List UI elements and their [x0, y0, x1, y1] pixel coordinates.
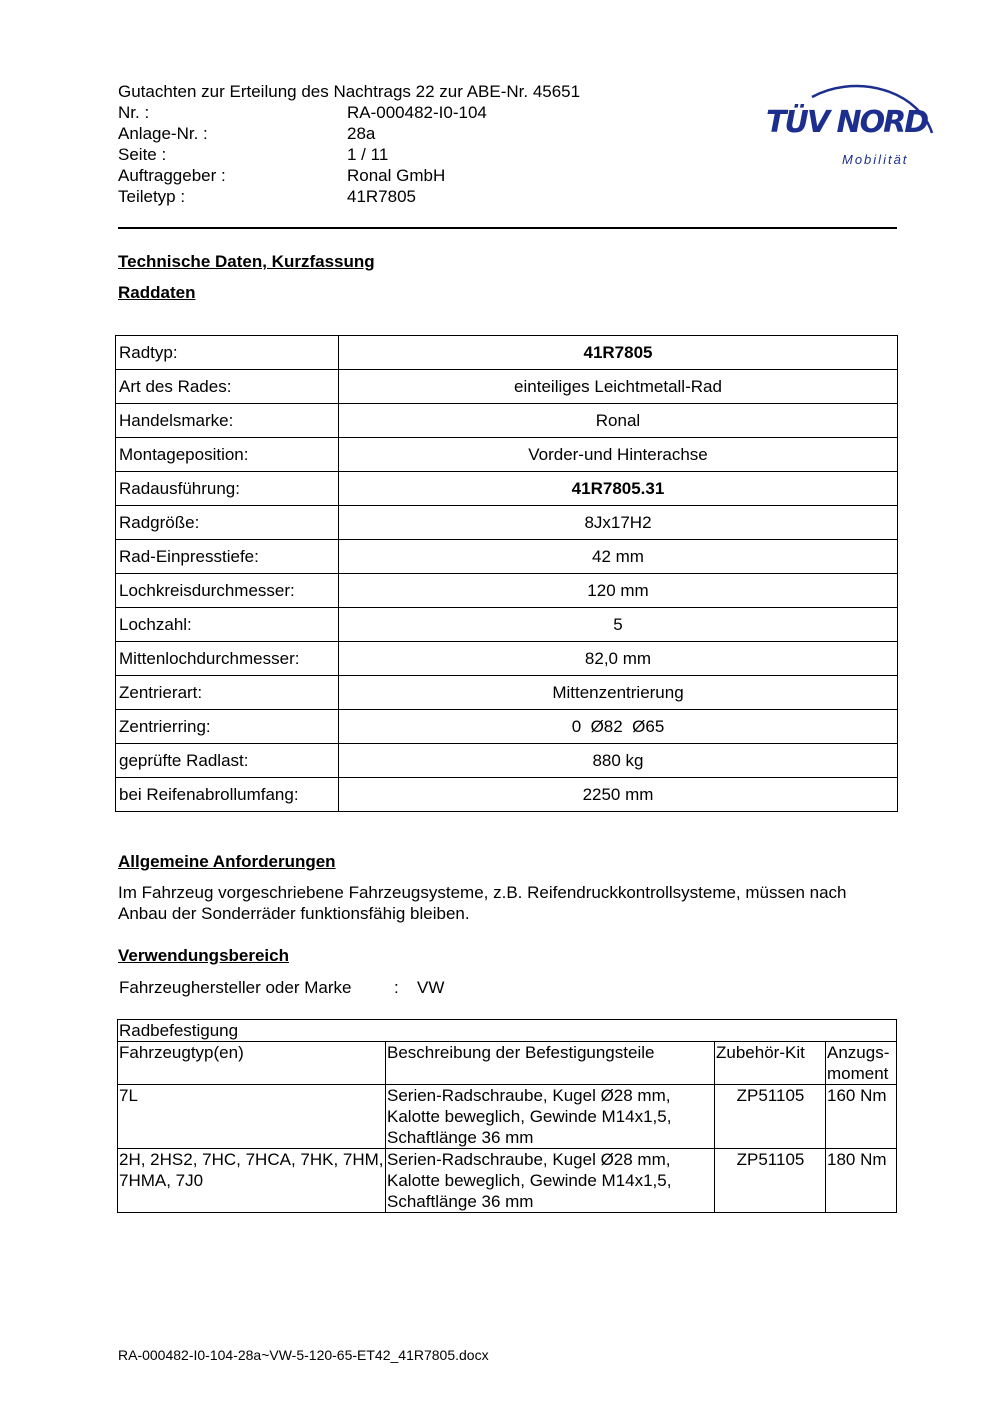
- wheel-key: Rad-Einpresstiefe:: [116, 540, 339, 574]
- table-row: [116, 778, 898, 812]
- header-row-teiletyp: [118, 186, 580, 207]
- table-header-row: [118, 1042, 897, 1085]
- column-header: Anzugs-moment: [826, 1042, 897, 1085]
- table-row: [116, 608, 898, 642]
- wheel-value: 0 Ø82 Ø65: [339, 710, 898, 744]
- column-header: Zubehör-Kit: [715, 1042, 826, 1085]
- wheel-data-table: [115, 335, 898, 812]
- wheel-key: Radausführung:: [116, 472, 339, 506]
- wheel-key: geprüfte Radlast:: [116, 744, 339, 778]
- table-row: [118, 1085, 897, 1149]
- header-label: Teiletyp :: [118, 187, 186, 206]
- wheel-key: Art des Rades:: [116, 370, 339, 404]
- manufacturer-label: Fahrzeughersteller oder Marke: [119, 978, 352, 997]
- table-row: [116, 744, 898, 778]
- description-cell: Serien-Radschraube, Kugel Ø28 mm, Kalotte beweglich, Gewinde M14x1,5, Schaftlänge 36 mm: [386, 1085, 715, 1149]
- header-label: Auftraggeber :: [118, 166, 226, 185]
- table-row: [116, 472, 898, 506]
- requirements-paragraph: Im Fahrzeug vorgeschriebene Fahrzeugsysteme, z.B. Reifendruckkontrollsysteme, müssen nach Anbau der Sonderräder funktionsfähig bleiben.: [118, 883, 847, 923]
- wheel-key: Radgröße:: [116, 506, 339, 540]
- kit-cell: ZP51105: [715, 1149, 826, 1213]
- mounting-table-title: Radbefestigung: [118, 1020, 897, 1042]
- header-label: Anlage-Nr. :: [118, 124, 208, 143]
- wheel-value: 8Jx17H2: [339, 506, 898, 540]
- wheel-value: 82,0 mm: [339, 642, 898, 676]
- section-heading-raddaten: Raddaten: [118, 283, 196, 302]
- section-heading-verwendung: Verwendungsbereich: [118, 946, 289, 965]
- torque-cell: 180 Nm: [826, 1149, 897, 1213]
- section-heading-tech: Technische Daten, Kurzfassung: [118, 252, 375, 271]
- wheel-value: 42 mm: [339, 540, 898, 574]
- table-row: [116, 642, 898, 676]
- table-row: [116, 370, 898, 404]
- logo-subtitle: Mobilität: [842, 152, 909, 167]
- wheel-key: Mittenlochdurchmesser:: [116, 642, 339, 676]
- table-row: [116, 336, 898, 370]
- document-title: Gutachten zur Erteilung des Nachtrags 22 zur ABE-Nr. 45651: [118, 82, 581, 101]
- torque-cell: 160 Nm: [826, 1085, 897, 1149]
- wheel-value: Ronal: [339, 404, 898, 438]
- table-row: [116, 506, 898, 540]
- column-header: Beschreibung der Befestigungsteile: [386, 1042, 715, 1085]
- wheel-value: Mittenzentrierung: [339, 676, 898, 710]
- manufacturer-separator: :: [394, 978, 399, 997]
- table-row: [116, 438, 898, 472]
- vehicle-types-cell: 7L: [118, 1085, 386, 1149]
- wheel-key: bei Reifenabrollumfang:: [116, 778, 339, 812]
- mounting-table: [117, 1019, 897, 1213]
- header-divider: [118, 227, 897, 229]
- wheel-value: 2250 mm: [339, 778, 898, 812]
- header-label: Nr. :: [118, 103, 150, 122]
- wheel-key: Zentrierring:: [116, 710, 339, 744]
- column-header: Fahrzeugtyp(en): [118, 1042, 386, 1085]
- table-row: [116, 574, 898, 608]
- tuv-nord-logo: [760, 55, 950, 175]
- wheel-value: 41R7805: [339, 336, 898, 370]
- header-value: 28a: [347, 124, 376, 143]
- header-row-anlage: [118, 123, 580, 144]
- wheel-key: Lochkreisdurchmesser:: [116, 574, 339, 608]
- vehicle-types-cell: 2H, 2HS2, 7HC, 7HCA, 7HK, 7HM, 7HMA, 7J0: [118, 1149, 386, 1213]
- wheel-key: Zentrierart:: [116, 676, 339, 710]
- manufacturer-value: VW: [417, 978, 445, 997]
- wheel-key: Radtyp:: [116, 336, 339, 370]
- table-row: [116, 710, 898, 744]
- document-header: [118, 81, 580, 207]
- table-row: [116, 404, 898, 438]
- description-cell: Serien-Radschraube, Kugel Ø28 mm, Kalotte beweglich, Gewinde M14x1,5, Schaftlänge 36 mm: [386, 1149, 715, 1213]
- section-heading-allgemein: Allgemeine Anforderungen: [118, 852, 336, 871]
- wheel-value: 5: [339, 608, 898, 642]
- header-value: RA-000482-I0-104: [347, 103, 487, 122]
- table-row: [118, 1020, 897, 1042]
- header-row-seite: [118, 144, 580, 165]
- wheel-key: Lochzahl:: [116, 608, 339, 642]
- header-value: 41R7805: [347, 187, 417, 206]
- table-row: [116, 676, 898, 710]
- table-row: [118, 1149, 897, 1213]
- logo-wordmark: TÜV NORD: [766, 105, 928, 140]
- wheel-value: 41R7805.31: [339, 472, 898, 506]
- wheel-key: Handelsmarke:: [116, 404, 339, 438]
- footer-filename: RA-000482-I0-104-28a~VW-5-120-65-ET42_41R7805.docx: [118, 1347, 489, 1363]
- wheel-key: Montageposition:: [116, 438, 339, 472]
- header-value: Ronal GmbH: [347, 166, 446, 185]
- table-row: [116, 540, 898, 574]
- manufacturer-line: [119, 978, 444, 998]
- wheel-value: 880 kg: [339, 744, 898, 778]
- header-label: Seite :: [118, 145, 167, 164]
- header-row-nr: [118, 102, 580, 123]
- kit-cell: ZP51105: [715, 1085, 826, 1149]
- header-value: 1 / 11: [347, 145, 389, 164]
- wheel-value: Vorder-und Hinterachse: [339, 438, 898, 472]
- header-row-auftraggeber: [118, 165, 580, 186]
- wheel-value: einteiliges Leichtmetall-Rad: [339, 370, 898, 404]
- wheel-value: 120 mm: [339, 574, 898, 608]
